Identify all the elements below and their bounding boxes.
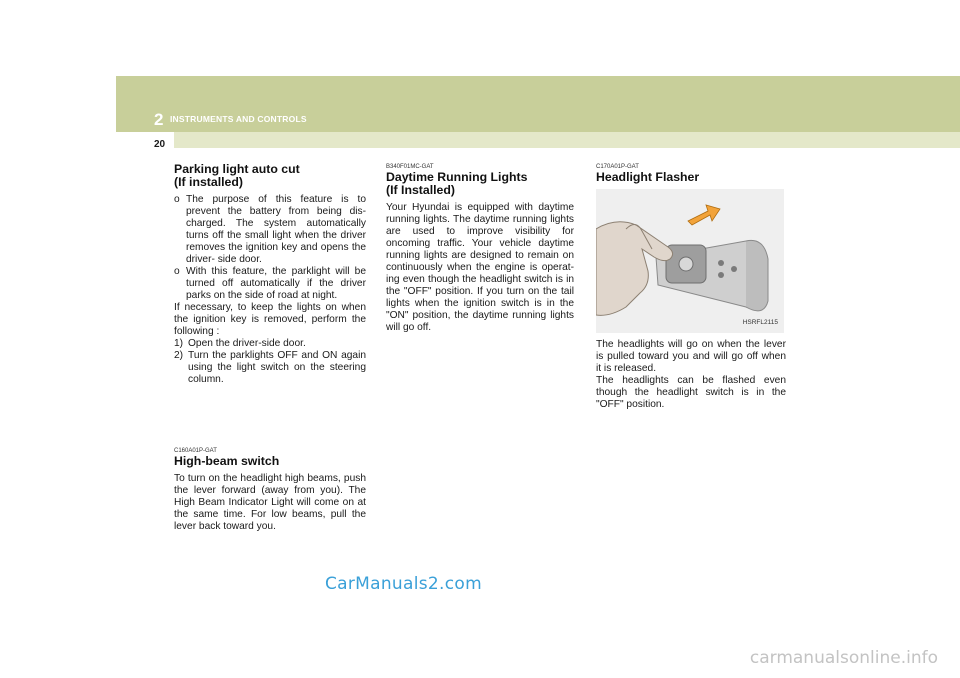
section-code: C160A01P-GAT xyxy=(174,448,217,454)
parking-light-section xyxy=(174,163,366,386)
step-text: Turn the parklights OFF and ON again using the light switch on the steering column. xyxy=(188,350,366,385)
drl-section xyxy=(386,163,574,334)
high-beam-body: To turn on the headlight high beams, push the lever forward (away from you). The High Beam Indicator Light will come on at the same time. For low beams, pull the lever back toward you. xyxy=(174,473,366,532)
list-item xyxy=(174,338,366,350)
parking-steps xyxy=(174,338,366,386)
drl-title xyxy=(386,171,574,197)
page-number: 20 xyxy=(154,139,166,150)
parking-note: If necessary, to keep the lights on when the ignition key is removed, perform the following : xyxy=(174,302,366,337)
figure-code: HSRFL2115 xyxy=(742,319,778,326)
section-code: B340F01MC-GAT xyxy=(386,164,434,170)
list-item xyxy=(174,266,366,302)
section-code: C170A01P-GAT xyxy=(596,164,639,170)
bullet-mark: o xyxy=(174,266,180,277)
parking-title-line2: (If installed) xyxy=(174,175,244,189)
drl-title-line2: (If Installed) xyxy=(386,183,456,197)
bullet-text: With this feature, the parklight will be turned off automatically if the driver parks on the side of road at night. xyxy=(186,266,366,301)
parking-light-title xyxy=(174,163,366,189)
chapter-number: 2 xyxy=(154,110,164,129)
step-number: 2) xyxy=(174,350,184,361)
headlight-flasher-figure xyxy=(596,189,784,333)
drl-title-line1: Daytime Running Lights xyxy=(386,170,528,184)
parking-title-line1: Parking light auto cut xyxy=(174,162,300,176)
step-text: Open the driver-side door. xyxy=(188,338,306,349)
list-item xyxy=(174,350,366,386)
bullet-text: The purpose of this feature is to prevent the battery from being dis- charged. The system automatically turns off the small light when the driver removes the ignition key and opens the driver- side door. xyxy=(186,194,366,265)
high-beam-title: High-beam switch xyxy=(174,454,280,468)
flasher-section xyxy=(596,163,786,411)
chapter-title: INSTRUMENTS AND CONTROLS xyxy=(170,114,307,124)
page-number-tab xyxy=(116,132,174,148)
flasher-body-2: The headlights can be flashed even though the headlight switch is in the "OFF" position. xyxy=(596,375,786,410)
step-number: 1) xyxy=(174,338,184,349)
flasher-title: Headlight Flasher xyxy=(596,170,700,184)
bullet-mark: o xyxy=(174,194,180,205)
page-tab-band xyxy=(116,132,960,148)
high-beam-section xyxy=(174,447,366,533)
flasher-body-1: The headlights will go on when the lever is pulled toward you and will go off when it is released. xyxy=(596,339,786,374)
footer-watermark: carmanualsonline.info xyxy=(749,648,938,668)
parking-bullets xyxy=(174,194,366,302)
hand-on-lever-illustration xyxy=(596,189,784,333)
list-item xyxy=(174,194,366,266)
drl-body: Your Hyundai is equipped with daytime running lights. The daytime running lights are used to improve visibility for oncoming traffic. Your vehicle daytime running lights are designed to remain on continuously when the engine is operat- ing even though the headlight switch is in the "OFF" position. If you turn on the tail lights when the ignition switch is in the "ON" position, the daytime running lights will go off. xyxy=(386,202,574,333)
site-watermark-link[interactable]: CarManuals2.com xyxy=(325,574,482,594)
